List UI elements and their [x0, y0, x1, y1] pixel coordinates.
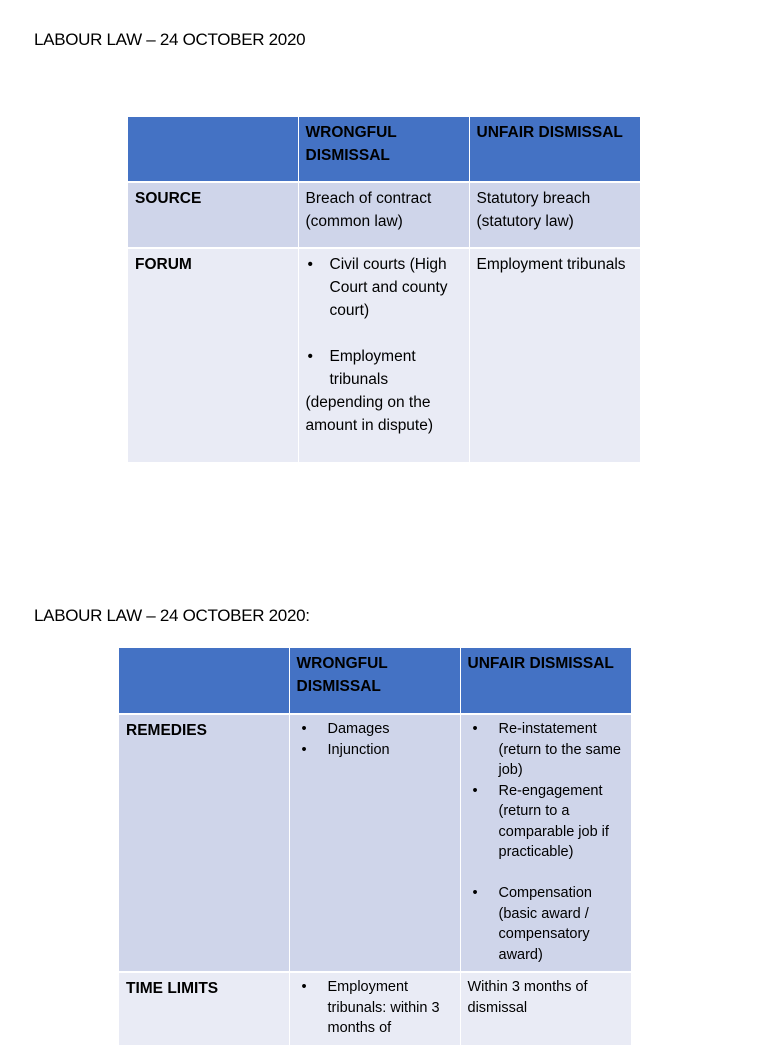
- header-empty-cell: [128, 117, 298, 182]
- remedies-unfair-list: [468, 719, 625, 863]
- list-item: • Compensation (basic award / compensatory award): [468, 883, 625, 965]
- time-limits-wrongful-list: [297, 977, 453, 1039]
- table-row-remedies: [119, 714, 631, 972]
- time-limits-wrongful-cell: [289, 972, 460, 1046]
- list-item: • Employment tribunals: [306, 345, 462, 391]
- row-label-source: SOURCE: [128, 182, 298, 248]
- time-limits-unfair-cell: Within 3 months of dismissal: [460, 972, 631, 1046]
- row-label-forum: FORUM: [128, 248, 298, 463]
- row-label-remedies: REMEDIES: [119, 714, 289, 972]
- table-row-time-limits: [119, 972, 631, 1046]
- page-title: LABOUR LAW – 24 OCTOBER 2020: [34, 30, 306, 49]
- list-item: • Employment tribunals: within 3 months of: [297, 977, 453, 1039]
- comparison-table-source-forum: [128, 117, 640, 464]
- remedies-unfair-list-2: [468, 883, 625, 965]
- header-wrongful-dismissal: WRONGFUL DISMISSAL: [298, 117, 469, 182]
- remedies-wrongful-cell: [289, 714, 460, 972]
- page-title-2: LABOUR LAW – 24 OCTOBER 2020:: [34, 606, 310, 625]
- source-wrongful-cell: Breach of contract (common law): [298, 182, 469, 248]
- header-empty-cell: [119, 648, 289, 714]
- header-unfair-dismissal: UNFAIR DISMISSAL: [460, 648, 631, 714]
- remedies-wrongful-list: [297, 719, 453, 760]
- list-item: • Civil courts (High Court and county court): [306, 253, 462, 322]
- forum-wrongful-note: (depending on the amount in dispute): [305, 394, 434, 434]
- table-row-forum: [128, 248, 640, 463]
- forum-unfair-cell: Employment tribunals: [469, 248, 640, 463]
- list-item: • Damages: [297, 719, 453, 740]
- table-header-row: [128, 117, 640, 182]
- header-unfair-dismissal: UNFAIR DISMISSAL: [469, 117, 640, 182]
- row-label-time-limits: TIME LIMITS: [119, 972, 289, 1046]
- list-item: • Injunction: [297, 740, 453, 761]
- source-unfair-cell: Statutory breach (statutory law): [469, 182, 640, 248]
- list-item: • Re-engagement (return to a comparable job if practicable): [468, 781, 625, 863]
- list-item: • Re-instatement (return to the same job): [468, 719, 625, 781]
- header-wrongful-dismissal: WRONGFUL DISMISSAL: [289, 648, 460, 714]
- remedies-unfair-cell: [460, 714, 631, 972]
- forum-wrongful-list: [306, 253, 462, 322]
- forum-wrongful-list-2: [306, 345, 462, 391]
- forum-wrongful-cell: [298, 248, 469, 463]
- table-header-row: [119, 648, 631, 714]
- table-row-source: [128, 182, 640, 248]
- comparison-table-remedies-time-limits: [119, 648, 631, 1047]
